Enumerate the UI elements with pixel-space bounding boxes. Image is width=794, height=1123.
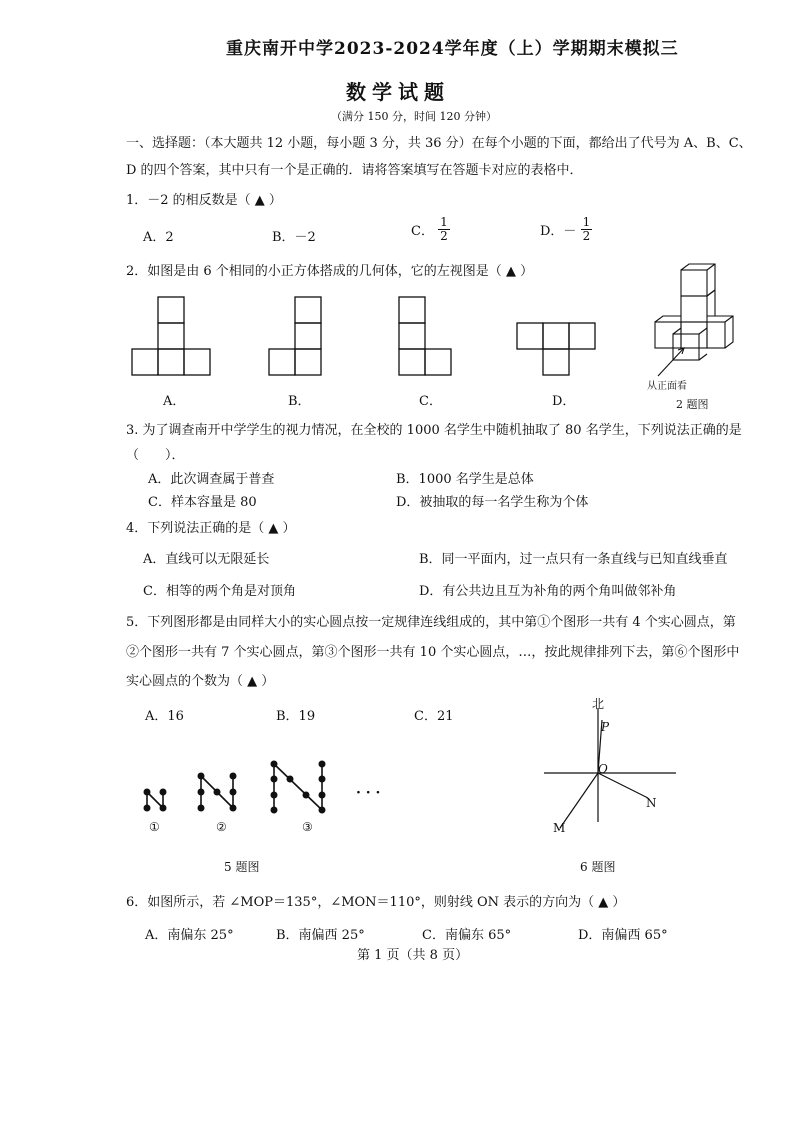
q6-point-n-label: N	[646, 796, 657, 810]
q5-stem-line3: 实心圆点的个数为（ ▲ ）	[126, 674, 275, 689]
q2-option-a-label: A．	[163, 394, 186, 409]
q2-option-b-figure	[268, 296, 322, 378]
q6-point-p-label: P	[601, 720, 610, 734]
q1-option-b: B．－2	[272, 230, 316, 245]
q5-stem-line2: ②个图形一共有 7 个实心圆点，第③个图形一共有 10 个实心圆点，…，按此规律排列下去，第⑥个图形中	[126, 645, 740, 660]
q6-option-b: B．南偏西 25°	[276, 928, 365, 943]
q2-option-b-label: B．	[288, 394, 311, 409]
q1-stem: 1．－2 的相反数是（ ▲ ）	[126, 193, 282, 208]
page-title: 数学试题	[346, 80, 450, 104]
q2-front-view-label: 从正面看	[647, 381, 687, 392]
q4-stem: 4．下列说法正确的是（ ▲ ）	[126, 521, 296, 536]
q2-stem: 2．如图是由 6 个相同的小正方体搭成的几何体，它的左视图是（ ▲ ）	[126, 264, 534, 279]
q5-figure-label-3: ③	[302, 820, 313, 834]
q1-option-d-fraction	[581, 216, 593, 243]
q5-figure-label-2: ②	[216, 820, 227, 834]
q5-option-c: C．21	[414, 709, 454, 724]
q2-cube-figure	[640, 266, 750, 386]
section-intro-line1: 一、选择题：（本大题共 12 小题，每小题 3 分，共 36 分）在每个小题的下面，都给出了代号为 A、B、C、	[126, 136, 752, 151]
q1-d-denominator: 2	[582, 229, 591, 244]
q2-option-d-figure	[516, 322, 598, 378]
q3-option-b: B．1000 名学生是总体	[396, 472, 534, 487]
q1-option-c-fraction	[438, 216, 450, 243]
q4-option-d: D．有公共边且互为补角的两个角叫做邻补角	[419, 584, 677, 599]
q4-option-a: A．直线可以无限延长	[143, 552, 270, 567]
q3-stem-line1: 3. 为了调查南开中学学生的视力情况，在全校的 1000 名学生中随机抽取了 80 名学生，下列说法正确的是	[126, 423, 742, 438]
q4-option-b: B．同一平面内，过一点只有一条直线与已知直线垂直	[419, 552, 728, 567]
exam-subtitle: （满分 150 分，时间 120 分钟）	[331, 110, 497, 123]
q2-option-d-label: D．	[552, 394, 576, 409]
q1-c-numerator: 1	[440, 215, 448, 229]
q1-option-c	[411, 216, 450, 243]
q5-figure-2	[197, 772, 237, 812]
q3-option-c: C．样本容量是 80	[148, 495, 257, 510]
q6-option-a: A．南偏东 25°	[145, 928, 234, 943]
q5-figure-1	[143, 788, 167, 812]
q5-ellipsis: · · ·	[356, 785, 381, 801]
q6-point-m-label: M	[553, 821, 566, 835]
q5-option-a: A．16	[145, 709, 184, 724]
q2-option-a-figure	[131, 296, 211, 378]
q2-option-c-label: C．	[419, 394, 442, 409]
q5-figure-caption: 5 题图	[224, 860, 260, 874]
q6-compass-figure	[540, 700, 680, 840]
q1-option-d	[540, 216, 592, 243]
q1-option-d-label: D．－	[540, 224, 577, 240]
q2-option-c-figure	[398, 296, 452, 378]
section-intro-line2: D 的四个答案，其中只有一个是正确的．请将答案填写在答题卡对应的表格中．	[126, 163, 583, 178]
q3-stem-line2: （ ）．	[126, 448, 185, 463]
q1-d-numerator: 1	[582, 215, 591, 229]
q5-figure-label-1: ①	[149, 820, 160, 834]
q6-stem: 6．如图所示，若 ∠MOP＝135°，∠MON＝110°，则射线 ON 表示的方向为（ ▲ ）	[126, 895, 626, 910]
q1-option-a: A．2	[143, 230, 174, 245]
q3-option-d: D．被抽取的每一名学生称为个体	[396, 495, 589, 510]
q4-option-c: C．相等的两个角是对顶角	[143, 584, 296, 599]
q1-option-c-label: C．	[411, 224, 434, 240]
q3-option-a: A．此次调查属于普查	[148, 472, 275, 487]
q1-c-denominator: 2	[440, 229, 448, 244]
page-footer: 第 1 页（共 8 页）	[357, 948, 469, 963]
q5-option-b: B．19	[276, 709, 316, 724]
q6-option-d: D．南偏西 65°	[578, 928, 668, 943]
exam-header: 重庆南开中学2023-2024学年度（上）学期期末模拟三	[226, 39, 679, 59]
q6-point-o-label: O	[598, 762, 608, 776]
q5-figure-3	[270, 760, 328, 814]
q2-figure-caption: 2 题图	[676, 398, 709, 411]
q6-figure-caption: 6 题图	[580, 860, 616, 874]
q6-north-label: 北	[592, 697, 605, 711]
q6-option-c: C．南偏东 65°	[422, 928, 512, 943]
q5-stem-line1: 5．下列图形都是由同样大小的实心圆点按一定规律连线组成的，其中第①个图形一共有 4 个实心圆点，第	[126, 615, 736, 630]
